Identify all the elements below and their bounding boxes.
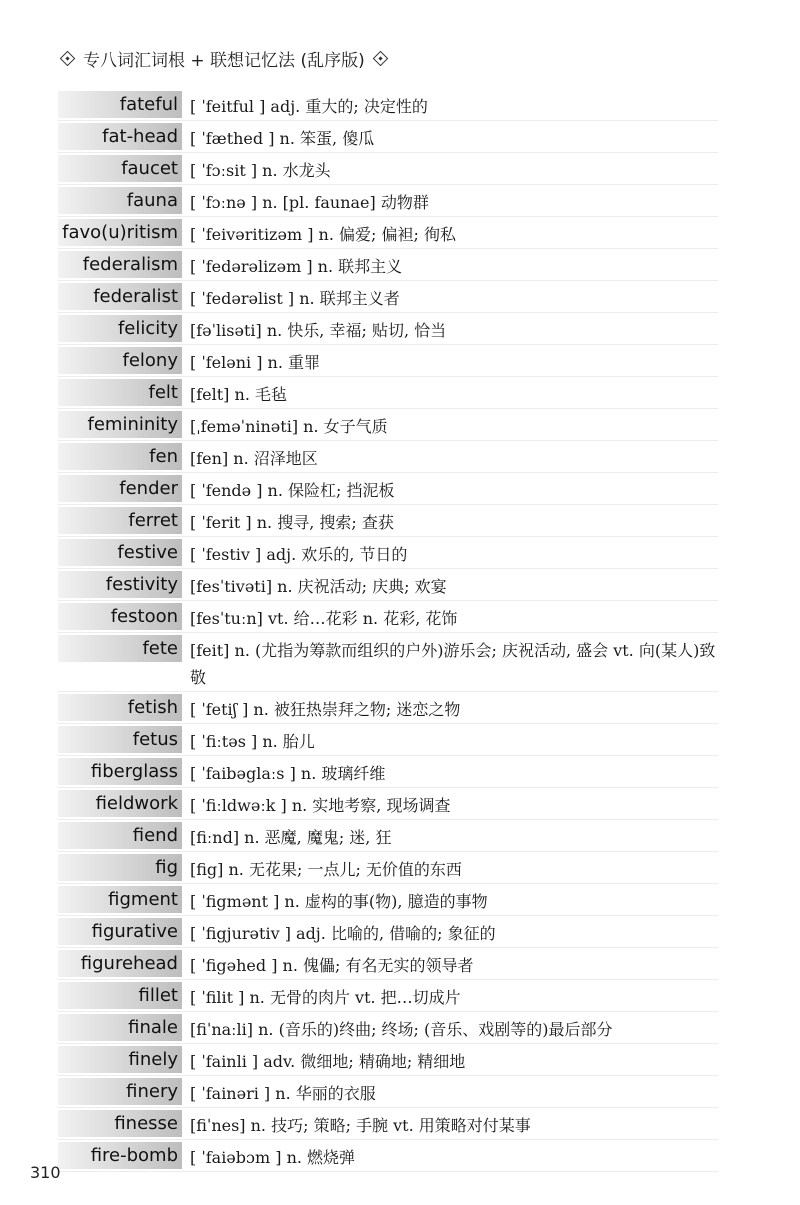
- vocab-entry: [58, 185, 718, 217]
- definition: [fəˈlisəti] n. 快乐, 幸福; 贴切, 恰当: [190, 321, 447, 340]
- headword: festivity: [58, 571, 182, 598]
- vocab-entry: [58, 1044, 718, 1076]
- vocab-entry: [58, 249, 718, 281]
- headword: festive: [58, 539, 182, 566]
- definition: [fiːnd] n. 恶魔, 魔鬼; 迷, 狂: [190, 828, 392, 847]
- vocab-entry: [58, 121, 718, 153]
- headword: felony: [58, 347, 182, 374]
- headword: festoon: [58, 603, 182, 630]
- headword: figurehead: [58, 950, 182, 977]
- definition: [ ˈfedərəlizəm ] n. 联邦主义: [190, 257, 403, 276]
- definition: [ ˈfiːldwəːk ] n. 实地考察, 现场调查: [190, 796, 451, 815]
- headword: faucet: [58, 155, 182, 182]
- headword: fen: [58, 443, 182, 470]
- vocab-entry: [58, 313, 718, 345]
- diamond-ornament-icon: [60, 51, 76, 67]
- definition: [ ˈferit ] n. 搜寻, 搜索; 查获: [190, 513, 394, 532]
- headword: federalist: [58, 283, 182, 310]
- vocab-entry: [58, 852, 718, 884]
- headword: felt: [58, 379, 182, 406]
- definition: [ ˈfɔːsit ] n. 水龙头: [190, 161, 331, 180]
- vocab-entry: [58, 1012, 718, 1044]
- definition: [fesˈtuːn] vt. 给…花彩 n. 花彩, 花饰: [190, 609, 458, 628]
- vocab-entry: [58, 505, 718, 537]
- definition: [ ˈfedərəlist ] n. 联邦主义者: [190, 289, 400, 308]
- vocab-entry: [58, 916, 718, 948]
- headword: femininity: [58, 411, 182, 438]
- headword: fat-head: [58, 123, 182, 150]
- definition: [fen] n. 沼泽地区: [190, 449, 318, 468]
- definition: [ ˈfestiv ] adj. 欢乐的, 节日的: [190, 545, 408, 564]
- definition: [ ˈfendə ] n. 保险杠; 挡泥板: [190, 481, 395, 500]
- headword: fire-bomb: [58, 1142, 182, 1169]
- definition: [ ˈfɔːnə ] n. [pl. faunae] 动物群: [190, 193, 429, 212]
- vocab-entry: [58, 1140, 718, 1172]
- vocab-entry: [58, 473, 718, 505]
- headword: fete: [58, 635, 182, 662]
- definition: [fig] n. 无花果; 一点儿; 无价值的东西: [190, 860, 462, 879]
- definition: [ ˈfaibəglaːs ] n. 玻璃纤维: [190, 764, 386, 783]
- headword: fender: [58, 475, 182, 502]
- headword: finely: [58, 1046, 182, 1073]
- vocab-entry: [58, 633, 718, 692]
- headword: fiend: [58, 822, 182, 849]
- definition: [ ˈfilit ] n. 无骨的肉片 vt. 把…切成片: [190, 988, 461, 1007]
- definition: [fiˈnes] n. 技巧; 策略; 手腕 vt. 用策略对付某事: [190, 1116, 531, 1135]
- vocabulary-list: [58, 89, 718, 1172]
- vocab-entry: [58, 820, 718, 852]
- headword: felicity: [58, 315, 182, 342]
- definition: [ ˈfeivəritizəm ] n. 偏爱; 偏袒; 徇私: [190, 225, 456, 244]
- definition: [ ˈfigəhed ] n. 傀儡; 有名无实的领导者: [190, 956, 474, 975]
- vocab-entry: [58, 217, 718, 249]
- headword: favo(u)ritism: [58, 219, 182, 246]
- headword: fateful: [58, 91, 182, 118]
- vocab-entry: [58, 756, 718, 788]
- vocab-entry: [58, 724, 718, 756]
- headword: fauna: [58, 187, 182, 214]
- vocab-entry: [58, 409, 718, 441]
- definition: [fesˈtivəti] n. 庆祝活动; 庆典; 欢宴: [190, 577, 447, 596]
- vocab-entry: [58, 569, 718, 601]
- vocab-entry: [58, 1076, 718, 1108]
- vocab-entry: [58, 89, 718, 121]
- headword: finale: [58, 1014, 182, 1041]
- definition: [ˌfeməˈninəti] n. 女子气质: [190, 417, 388, 436]
- definition: [felt] n. 毛毡: [190, 385, 287, 404]
- headword: fig: [58, 854, 182, 881]
- definition: [ ˈfæthed ] n. 笨蛋, 傻瓜: [190, 129, 375, 148]
- vocab-entry: [58, 281, 718, 313]
- vocab-entry: [58, 345, 718, 377]
- vocab-entry: [58, 948, 718, 980]
- vocab-entry: [58, 788, 718, 820]
- vocab-entry: [58, 441, 718, 473]
- headword: federalism: [58, 251, 182, 278]
- vocab-entry: [58, 884, 718, 916]
- definition: [ ˈfeləni ] n. 重罪: [190, 353, 321, 372]
- vocab-entry: [58, 377, 718, 409]
- definition: [ ˈfigmənt ] n. 虚构的事(物), 臆造的事物: [190, 892, 488, 911]
- definition: [ ˈfainli ] adv. 微细地; 精确地; 精细地: [190, 1052, 466, 1071]
- vocab-entry: [58, 1108, 718, 1140]
- headword: figment: [58, 886, 182, 913]
- definition: [fiˈnaːli] n. (音乐的)终曲; 终场; (音乐、戏剧等的)最后部分: [190, 1020, 613, 1039]
- running-header: [52, 46, 396, 71]
- headword: ferret: [58, 507, 182, 534]
- headword: fieldwork: [58, 790, 182, 817]
- definition: [feit] n. (尤指为筹款而组织的户外)游乐会; 庆祝活动, 盛会 vt. 向(某人)致敬: [190, 641, 716, 687]
- headword: fillet: [58, 982, 182, 1009]
- definition: [ ˈfiːtəs ] n. 胎儿: [190, 732, 315, 751]
- vocab-entry: [58, 601, 718, 633]
- definition: [ ˈfeitful ] adj. 重大的; 决定性的: [190, 97, 428, 116]
- headword: figurative: [58, 918, 182, 945]
- definition: [ ˈfigjurətiv ] adj. 比喻的, 借喻的; 象征的: [190, 924, 496, 943]
- vocab-entry: [58, 980, 718, 1012]
- headword: fiberglass: [58, 758, 182, 785]
- vocab-entry: [58, 537, 718, 569]
- diamond-ornament-icon: [372, 51, 388, 67]
- headword: fetish: [58, 694, 182, 721]
- header-title: 专八词汇词根 + 联想记忆法 (乱序版): [83, 51, 365, 71]
- definition: [ ˈfaiəbɔm ] n. 燃烧弹: [190, 1148, 356, 1167]
- headword: finesse: [58, 1110, 182, 1137]
- definition: [ ˈfainəri ] n. 华丽的衣服: [190, 1084, 376, 1103]
- vocab-entry: [58, 153, 718, 185]
- headword: finery: [58, 1078, 182, 1105]
- vocab-entry: [58, 692, 718, 724]
- headword: fetus: [58, 726, 182, 753]
- page-number: 310: [30, 1163, 61, 1182]
- definition: [ ˈfetiʃ ] n. 被狂热崇拜之物; 迷恋之物: [190, 700, 461, 719]
